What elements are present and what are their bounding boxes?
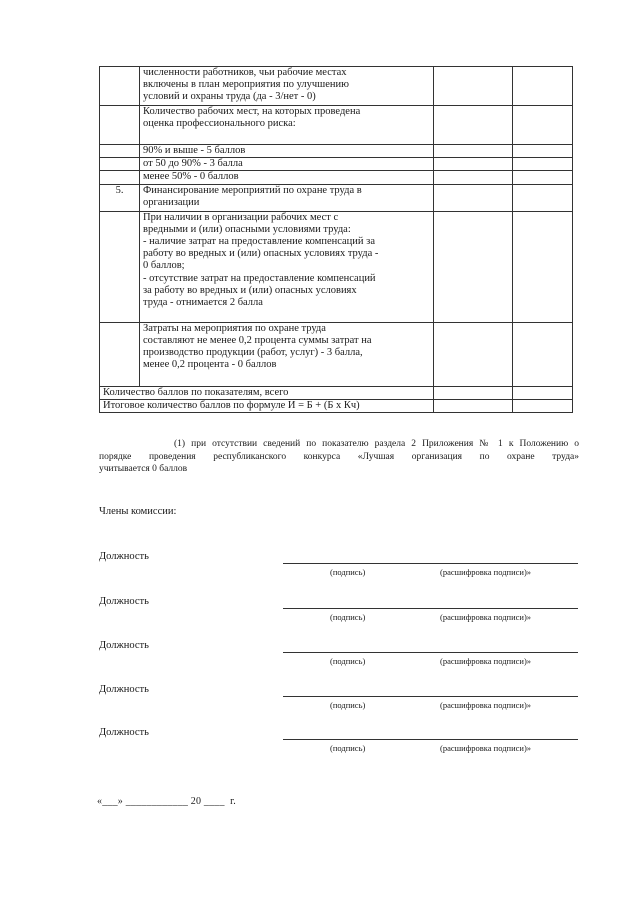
- score-cell: [513, 145, 573, 158]
- footnote-line-1: (1) при отсутствии сведений по показателю раздела 2 Приложения № 1 к Положению о: [174, 439, 579, 449]
- value-cell: [434, 211, 513, 322]
- signature-caption: (подпись): [330, 656, 366, 666]
- table-row: [100, 158, 573, 171]
- criterion-cell: [140, 322, 434, 386]
- signature-name-caption: (расшифровка подписи)»: [440, 700, 532, 710]
- criterion-line: включены в план мероприятия по улучшению: [143, 79, 349, 91]
- signature-caption: (подпись): [330, 700, 366, 710]
- criterion-cell: [140, 67, 434, 106]
- criterion-line: Финансирование мероприятий по охране труда в: [143, 184, 362, 196]
- criterion-line: - отсутствие затрат на предоставление компенсаций: [143, 272, 376, 284]
- signature-line: [283, 608, 578, 609]
- criterion-cell: [140, 211, 434, 322]
- value-cell: [434, 158, 513, 171]
- criterion-line: труда - отнимается 2 балла: [143, 297, 263, 309]
- criterion-cell: [140, 171, 434, 184]
- score-cell: [513, 184, 573, 211]
- signature-block: [0, 727, 640, 767]
- criteria-table-body: [100, 67, 573, 413]
- row-number-cell: [100, 145, 140, 158]
- row-number-cell: [100, 67, 140, 106]
- footnote: [99, 438, 579, 476]
- criterion-line: - наличие затрат на предоставление компенсаций за: [143, 236, 375, 248]
- signature-caption: (подпись): [330, 743, 366, 753]
- criterion-cell: [140, 184, 434, 211]
- criterion-cell: [140, 158, 434, 171]
- score-cell: [513, 386, 573, 399]
- score-cell: [513, 399, 573, 412]
- signature-name-caption: (расшифровка подписи)»: [440, 612, 532, 622]
- criterion-line: оценка профессионального риска:: [143, 118, 296, 130]
- score-cell: [513, 158, 573, 171]
- signature-block: [0, 551, 640, 591]
- table-row: [100, 171, 573, 184]
- signature-role-label: Должность: [99, 684, 149, 695]
- footnote-line-3: учитывается 0 баллов: [99, 464, 188, 474]
- signature-block: [0, 640, 640, 680]
- criterion-line: 90% и выше - 5 баллов: [143, 145, 246, 156]
- row-number-cell: [100, 171, 140, 184]
- value-cell: [434, 145, 513, 158]
- criteria-table: [99, 66, 573, 413]
- signature-caption: (подпись): [330, 567, 366, 577]
- criterion-line: за работу во вредных и (или) опасных условиях: [143, 284, 357, 296]
- table-row: [100, 184, 573, 211]
- table-row: [100, 145, 573, 158]
- date-line: «___» ____________ 20 ____ г.: [97, 796, 236, 807]
- value-cell: [434, 171, 513, 184]
- commission-members-label: Члены комиссии:: [99, 506, 177, 517]
- signature-role-label: Должность: [99, 551, 149, 562]
- signature-name-caption: (расшифровка подписи)»: [440, 743, 532, 753]
- score-cell: [513, 171, 573, 184]
- signature-name-caption: (расшифровка подписи)»: [440, 567, 532, 577]
- total-row: [100, 386, 573, 399]
- score-cell: [513, 67, 573, 106]
- criterion-line: от 50 до 90% - 3 балла: [143, 158, 243, 170]
- criterion-line: вредными и (или) опасными условиями труда:: [143, 223, 351, 235]
- signature-role-label: Должность: [99, 727, 149, 738]
- criterion-line: менее 50% - 0 баллов: [143, 171, 239, 183]
- signature-line: [283, 696, 578, 697]
- row-number-cell: [100, 211, 140, 322]
- signature-block: [0, 684, 640, 724]
- table-row: [100, 322, 573, 386]
- row-number-cell: [100, 106, 140, 145]
- total-label-cell: [100, 399, 434, 412]
- signature-role-label: Должность: [99, 596, 149, 607]
- score-cell: [513, 322, 573, 386]
- total-row: [100, 399, 573, 412]
- footnote-line-2: порядке проведения республиканского конкурса «Лучшая организация по охране труда»: [99, 451, 579, 462]
- signature-line: [283, 652, 578, 653]
- criterion-line: условий и охраны труда (да - 3/нет - 0): [143, 91, 316, 103]
- criterion-line: При наличии в организации рабочих мест с: [143, 211, 339, 223]
- signature-line: [283, 739, 578, 740]
- criterion-line: организации: [143, 196, 200, 208]
- criterion-line: Затраты на мероприятия по охране труда: [143, 322, 326, 334]
- criterion-cell: [140, 145, 434, 158]
- table-row: [100, 211, 573, 322]
- criterion-line: менее 0,2 процента - 0 баллов: [143, 359, 277, 371]
- row-number-cell: 5.: [100, 184, 140, 211]
- value-cell: [434, 322, 513, 386]
- table-row: [100, 67, 573, 106]
- value-cell: [434, 106, 513, 145]
- value-cell: [434, 399, 513, 412]
- table-row: [100, 106, 573, 145]
- signature-caption: (подпись): [330, 612, 366, 622]
- row-number-cell: [100, 322, 140, 386]
- total-label: Количество баллов по показателям, всего: [103, 386, 289, 398]
- signature-role-label: Должность: [99, 640, 149, 651]
- criterion-line: работу во вредных и (или) опасных условиях труда -: [143, 248, 379, 260]
- criterion-line: 0 баллов;: [143, 260, 185, 272]
- criterion-line: Количество рабочих мест, на которых проведена: [143, 106, 361, 117]
- total-label: Итоговое количество баллов по формуле И = Б + (Б х Кч): [103, 399, 360, 411]
- row-number-cell: [100, 158, 140, 171]
- signature-block: [0, 596, 640, 636]
- value-cell: [434, 67, 513, 106]
- score-cell: [513, 211, 573, 322]
- score-cell: [513, 106, 573, 145]
- value-cell: [434, 386, 513, 399]
- total-label-cell: [100, 386, 434, 399]
- criterion-line: численности работников, чьи рабочие местах: [143, 67, 347, 78]
- criterion-line: составляют не менее 0,2 процента суммы затрат на: [143, 334, 372, 346]
- criterion-line: производство продукции (работ, услуг) - 3 балла,: [143, 347, 363, 359]
- criterion-cell: [140, 106, 434, 145]
- signature-name-caption: (расшифровка подписи)»: [440, 656, 532, 666]
- signature-line: [283, 563, 578, 564]
- value-cell: [434, 184, 513, 211]
